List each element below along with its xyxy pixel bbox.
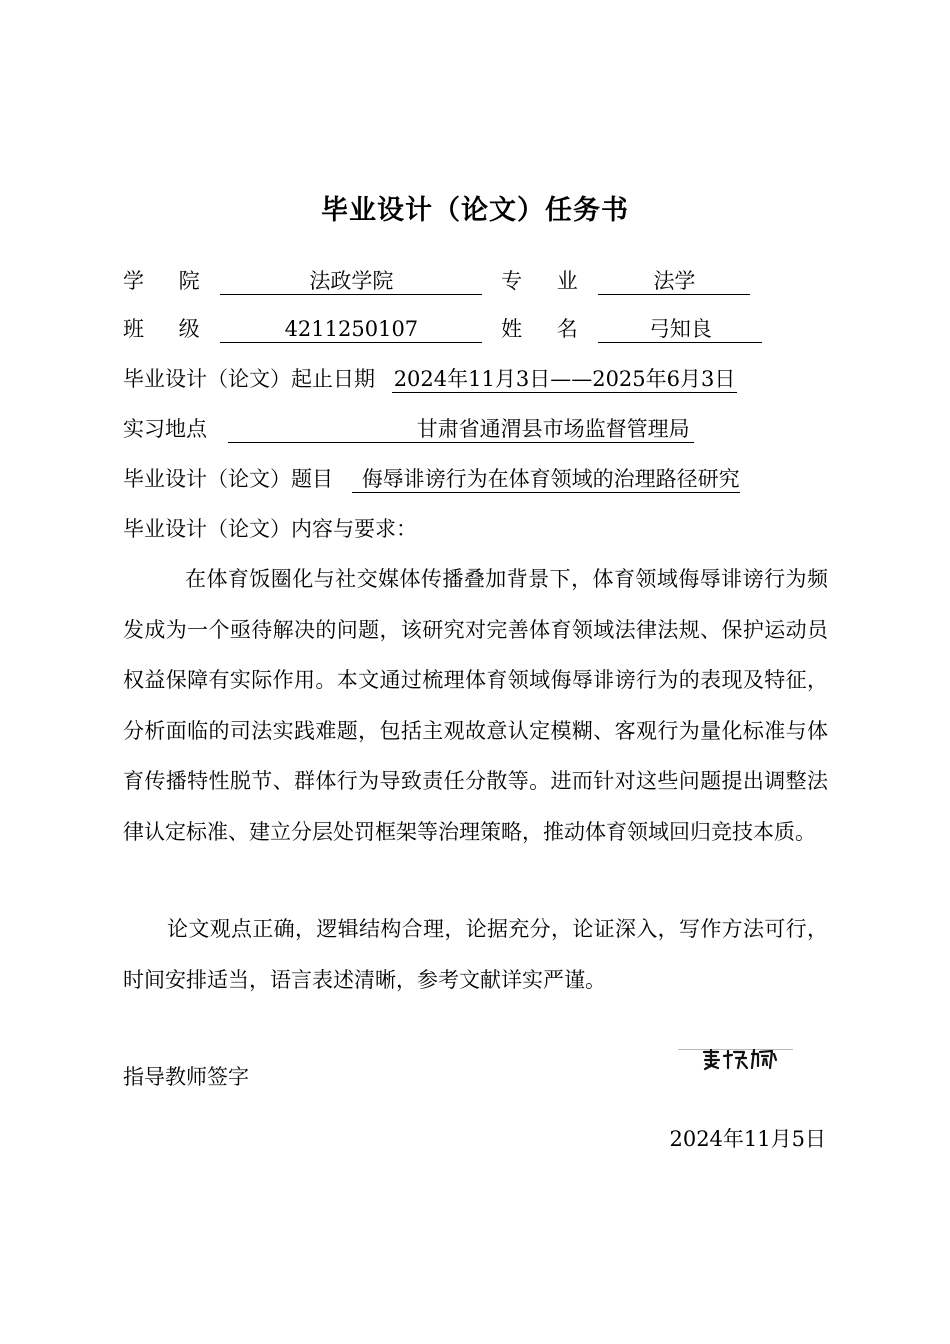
- name-value: 弓知良: [648, 317, 712, 341]
- class-label: 班 级: [123, 317, 214, 341]
- topic-row: [123, 464, 740, 494]
- document-title: 毕业设计（论文）任务书: [321, 195, 629, 226]
- name-label: 姓 名: [501, 317, 592, 341]
- requirements-paragraph-2: [123, 904, 828, 1005]
- place-row: [123, 414, 694, 444]
- paragraph-text: 论文观点正确，逻辑结构合理，论据充分，论证深入，写作方法可行，时间安排适当，语言表述清晰，参考文献详实严谨。: [123, 917, 828, 992]
- place-value: 甘肃省通渭县市场监督管理局: [416, 417, 690, 441]
- college-major-row: [123, 266, 750, 296]
- document-date: 2024年11月5日: [669, 1127, 826, 1151]
- topic-field: [352, 466, 740, 493]
- name-field: [598, 316, 762, 343]
- college-label: 学 院: [123, 269, 214, 293]
- place-label: 实习地点: [123, 417, 207, 441]
- class-field: [220, 316, 482, 343]
- college-value: 法政学院: [309, 269, 394, 293]
- topic-value: 侮辱诽谤行为在体育领域的治理路径研究: [361, 467, 740, 491]
- college-field: [220, 268, 482, 295]
- period-value: 2024年11月3日——2025年6月3日: [393, 367, 736, 391]
- major-value: 法学: [653, 269, 696, 293]
- class-value: 4211250107: [284, 317, 419, 341]
- requirements-heading-row: [123, 514, 417, 544]
- class-name-row: [123, 314, 762, 344]
- requirements-paragraph-1: [123, 554, 828, 857]
- period-label: 毕业设计（论文）起止日期: [123, 367, 375, 391]
- paragraph-text: 在体育饭圈化与社交媒体传播叠加背景下，体育领域侮辱诽谤行为频发成为一个亟待解决的问题，该研究对完善体育领域法律法规、保护运动员权益保障有实际作用。本文通过梳理体育领域侮辱诽谤行为的表现及特征，分析面临的司法实践难题，包括主观故意认定模糊、客观行为量化标准与体育传播特性脱节、群体行为导致责任分散等。进而针对这些问题提出调整法律认定标准、建立分层处罚框架等治理策略，推动体育领域回归竞技本质。: [123, 567, 828, 844]
- major-field: [598, 268, 750, 295]
- advisor-signature-label: 指导教师签字: [123, 1065, 249, 1089]
- requirements-label: 毕业设计（论文）内容与要求：: [123, 517, 417, 541]
- place-field: [228, 416, 694, 443]
- handwritten-signature-image: [700, 1046, 780, 1072]
- topic-label: 毕业设计（论文）题目: [123, 467, 333, 491]
- period-row: [123, 364, 737, 394]
- period-field: [392, 366, 738, 393]
- major-label: 专 业: [501, 269, 592, 293]
